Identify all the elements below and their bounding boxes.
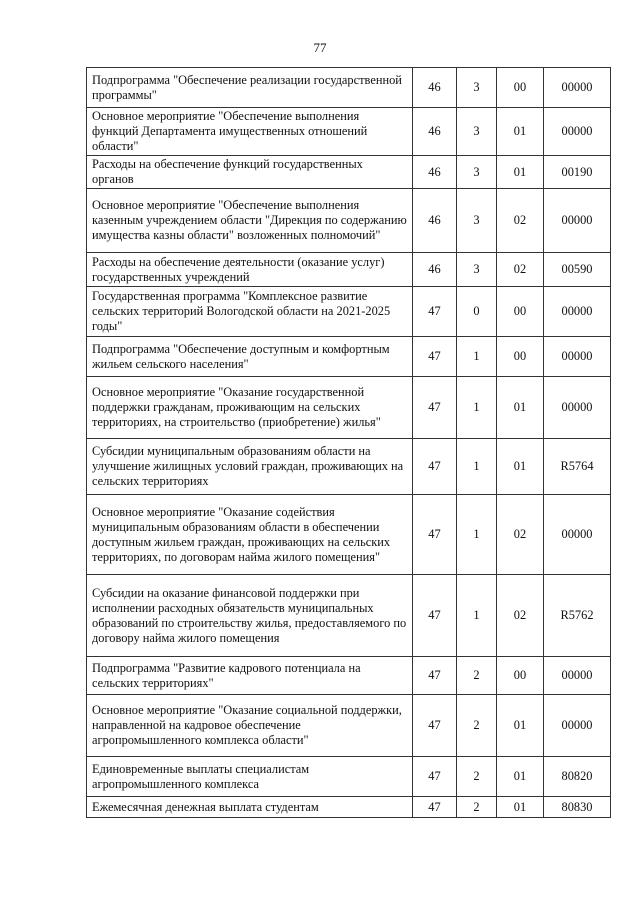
expense-code: 00000 <box>544 657 611 695</box>
subprogram-code: 2 <box>457 695 497 757</box>
table-row <box>87 439 611 495</box>
subprogram-code: 3 <box>457 253 497 287</box>
expense-code: 00000 <box>544 108 611 156</box>
activity-code: 00 <box>497 337 544 377</box>
expense-code: 80820 <box>544 757 611 797</box>
table-row <box>87 156 611 189</box>
program-code: 47 <box>413 439 457 495</box>
table-row <box>87 189 611 253</box>
table-row <box>87 287 611 337</box>
expense-code: 00000 <box>544 695 611 757</box>
row-name: Подпрограмма "Обеспечение реализации государственной программы" <box>87 68 413 108</box>
table-row <box>87 253 611 287</box>
activity-code: 00 <box>497 68 544 108</box>
table-row <box>87 797 611 818</box>
activity-code: 00 <box>497 657 544 695</box>
program-code: 47 <box>413 757 457 797</box>
program-code: 47 <box>413 495 457 575</box>
subprogram-code: 3 <box>457 108 497 156</box>
subprogram-code: 2 <box>457 797 497 818</box>
subprogram-code: 3 <box>457 189 497 253</box>
expense-code: 00000 <box>544 68 611 108</box>
activity-code: 02 <box>497 253 544 287</box>
table-row <box>87 757 611 797</box>
expense-code: R5762 <box>544 575 611 657</box>
table-row <box>87 377 611 439</box>
budget-table <box>86 67 611 818</box>
row-name: Государственная программа "Комплексное развитие сельских территорий Вологодской области на 2021-2025 годы" <box>87 287 413 337</box>
table-row <box>87 108 611 156</box>
activity-code: 01 <box>497 695 544 757</box>
subprogram-code: 1 <box>457 337 497 377</box>
program-code: 46 <box>413 189 457 253</box>
program-code: 46 <box>413 108 457 156</box>
program-code: 47 <box>413 575 457 657</box>
subprogram-code: 1 <box>457 575 497 657</box>
row-name: Субсидии муниципальным образованиям области на улучшение жилищных условий граждан, проживающих на сельских территориях <box>87 439 413 495</box>
subprogram-code: 2 <box>457 657 497 695</box>
program-code: 47 <box>413 377 457 439</box>
subprogram-code: 3 <box>457 68 497 108</box>
expense-code: 00000 <box>544 377 611 439</box>
activity-code: 01 <box>497 108 544 156</box>
row-name: Основное мероприятие "Оказание государственной поддержки гражданам, проживающим на сельских территориях, на строительство (приобретение) жилья" <box>87 377 413 439</box>
activity-code: 01 <box>497 797 544 818</box>
row-name: Ежемесячная денежная выплата студентам <box>87 797 413 818</box>
table-row <box>87 495 611 575</box>
program-code: 46 <box>413 156 457 189</box>
activity-code: 02 <box>497 189 544 253</box>
activity-code: 01 <box>497 156 544 189</box>
row-name: Подпрограмма "Обеспечение доступным и комфортным жильем сельского населения" <box>87 337 413 377</box>
program-code: 46 <box>413 253 457 287</box>
subprogram-code: 2 <box>457 757 497 797</box>
table-row <box>87 657 611 695</box>
subprogram-code: 1 <box>457 495 497 575</box>
row-name: Расходы на обеспечение деятельности (оказание услуг) государственных учреждений <box>87 253 413 287</box>
subprogram-code: 3 <box>457 156 497 189</box>
page-number: 77 <box>313 40 327 55</box>
row-name: Основное мероприятие "Обеспечение выполнения казенным учреждением области "Дирекция по содержанию имущества казны области" возложенных полномочий" <box>87 189 413 253</box>
row-name: Подпрограмма "Развитие кадрового потенциала на сельских территориях" <box>87 657 413 695</box>
expense-code: R5764 <box>544 439 611 495</box>
table-row <box>87 695 611 757</box>
expense-code: 00000 <box>544 495 611 575</box>
row-name: Основное мероприятие "Обеспечение выполнения функций Департамента имущественных отношений области" <box>87 108 413 156</box>
row-name: Единовременные выплаты специалистам агропромышленного комплекса <box>87 757 413 797</box>
activity-code: 01 <box>497 439 544 495</box>
activity-code: 02 <box>497 575 544 657</box>
expense-code: 00000 <box>544 189 611 253</box>
row-name: Расходы на обеспечение функций государственных органов <box>87 156 413 189</box>
table-row <box>87 337 611 377</box>
program-code: 47 <box>413 657 457 695</box>
table-row <box>87 575 611 657</box>
row-name: Основное мероприятие "Оказание содействия муниципальным образованиям области в обеспечении доступным жильем граждан, проживающих на сельских территориях, по договорам найма жилого помещения" <box>87 495 413 575</box>
expense-code: 00190 <box>544 156 611 189</box>
activity-code: 02 <box>497 495 544 575</box>
table-row <box>87 68 611 108</box>
expense-code: 80830 <box>544 797 611 818</box>
program-code: 47 <box>413 695 457 757</box>
expense-code: 00000 <box>544 337 611 377</box>
program-code: 47 <box>413 797 457 818</box>
program-code: 46 <box>413 68 457 108</box>
row-name: Основное мероприятие "Оказание социальной поддержки, направленной на кадровое обеспечение агропромышленного комплекса области" <box>87 695 413 757</box>
subprogram-code: 0 <box>457 287 497 337</box>
subprogram-code: 1 <box>457 377 497 439</box>
row-name: Субсидии на оказание финансовой поддержки при исполнении расходных обязательств муниципальных образований по строительству жилья, предоставляемого по договору найма жилого помещения <box>87 575 413 657</box>
program-code: 47 <box>413 337 457 377</box>
program-code: 47 <box>413 287 457 337</box>
subprogram-code: 1 <box>457 439 497 495</box>
activity-code: 01 <box>497 377 544 439</box>
expense-code: 00000 <box>544 287 611 337</box>
expense-code: 00590 <box>544 253 611 287</box>
activity-code: 01 <box>497 757 544 797</box>
activity-code: 00 <box>497 287 544 337</box>
